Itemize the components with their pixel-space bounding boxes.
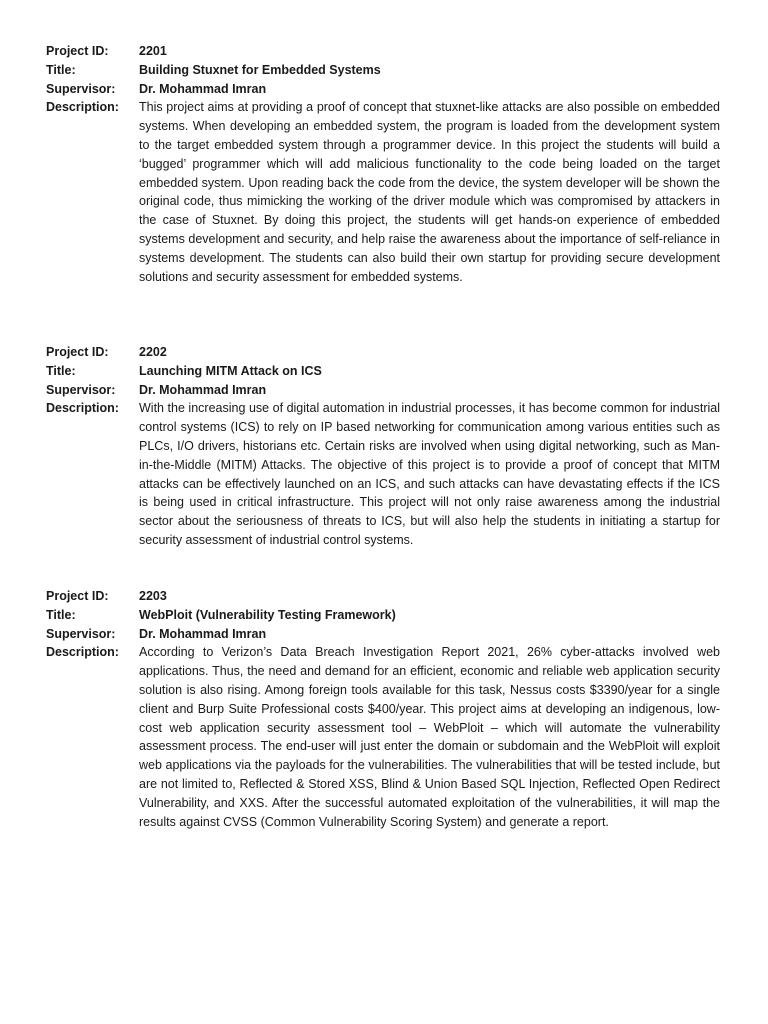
project-entry-2203 bbox=[46, 587, 720, 831]
supervisor-row bbox=[46, 381, 720, 400]
supervisor-value: Dr. Mohammad Imran bbox=[139, 382, 267, 397]
project-entry-2201 bbox=[46, 42, 720, 286]
title-row bbox=[46, 362, 720, 381]
project-id-row bbox=[46, 343, 720, 362]
description-label: Description: bbox=[46, 645, 119, 660]
project-id-row bbox=[46, 42, 720, 61]
description-label: Description: bbox=[46, 401, 119, 416]
title-value: Launching MITM Attack on ICS bbox=[139, 363, 322, 378]
description-text: This project aims at providing a proof of concept that stuxnet-like attacks are also possible on embedded systems. When developing an embedded system, the program is loaded from the development system to the target embedded system through a programmer device. In this project the students will build a ‘bugged’ programmer which will add malicious functionality to the code being loaded on the target embedded system. Upon reading back the code from the device, the system developer will be shown the original code, thus mimicking the working of the driver module which was compromised by attackers in the case of Stuxnet. By doing this project, the students will get hands-on experience of embedded systems development and security, and help raise the awareness about the importance of self-reliance in systems development. The students can also build their own startup for providing secure development solutions and security assessment for embedded systems. bbox=[139, 100, 720, 284]
supervisor-label: Supervisor: bbox=[46, 626, 116, 641]
title-value: WebPloit (Vulnerability Testing Framework) bbox=[139, 607, 396, 622]
supervisor-row bbox=[46, 625, 720, 644]
description-row bbox=[46, 643, 720, 831]
project-id-row bbox=[46, 587, 720, 606]
description-row bbox=[46, 98, 720, 286]
project-id-label: Project ID: bbox=[46, 345, 109, 359]
supervisor-value: Dr. Mohammad Imran bbox=[139, 626, 267, 641]
supervisor-value: Dr. Mohammad Imran bbox=[139, 81, 267, 96]
title-row bbox=[46, 61, 720, 80]
project-id-label: Project ID: bbox=[46, 44, 109, 58]
title-value: Building Stuxnet for Embedded Systems bbox=[139, 62, 381, 77]
title-label: Title: bbox=[46, 607, 76, 622]
description-row bbox=[46, 399, 720, 549]
supervisor-row bbox=[46, 80, 720, 99]
description-text: With the increasing use of digital automation in industrial processes, it has become common for industrial control systems (ICS) to rely on IP based networking for communication among various entities such as PLCs, I/O drivers, historians etc. Certain risks are involved when using digital networking, such as Man-in-the-Middle (MITM) Attacks. The objective of this project is to provide a proof of concept that MITM attacks can be effectively launched on an ICS, and such attacks can have devastating effects if the ICS is being used in critical infrastructure. This project will not only raise awareness among the industrial sector about the seriousness of threats to ICS, but will also help the students in initiating a startup for security assessment of industrial control systems. bbox=[139, 401, 720, 547]
title-label: Title: bbox=[46, 363, 76, 378]
project-id-label: Project ID: bbox=[46, 589, 109, 603]
title-row bbox=[46, 606, 720, 625]
project-id-value: 2202 bbox=[139, 345, 167, 359]
description-label: Description: bbox=[46, 100, 119, 115]
project-id-value: 2203 bbox=[139, 589, 167, 603]
project-id-value: 2201 bbox=[139, 44, 167, 58]
supervisor-label: Supervisor: bbox=[46, 382, 116, 397]
project-entry-2202 bbox=[46, 343, 720, 550]
supervisor-label: Supervisor: bbox=[46, 81, 116, 96]
title-label: Title: bbox=[46, 62, 76, 77]
description-text: According to Verizon’s Data Breach Investigation Report 2021, 26% cyber-attacks involved web applications. Thus, the need and demand for an efficient, economic and reliable web application security solution is also rising. Among foreign tools available for this task, Nessus costs $3390/year for a single client and Burp Suite Professional costs $400/year. This project aims at developing an indigenous, low-cost web application security assessment tool – WebPloit – which will automate the vulnerability assessment process. The end-user will just enter the domain or subdomain and the WebPloit will exploit web applications via the payloads for the vulnerabilities. The vulnerabilities that will be tested include, but are not limited to, Reflected & Stored XSS, Blind & Union Based SQL Injection, Reflected Open Redirect Vulnerability, and XXS. After the successful automated exploitation of the vulnerabilities, it will map the results against CVSS (Common Vulnerability Scoring System) and generate a report. bbox=[139, 645, 720, 829]
